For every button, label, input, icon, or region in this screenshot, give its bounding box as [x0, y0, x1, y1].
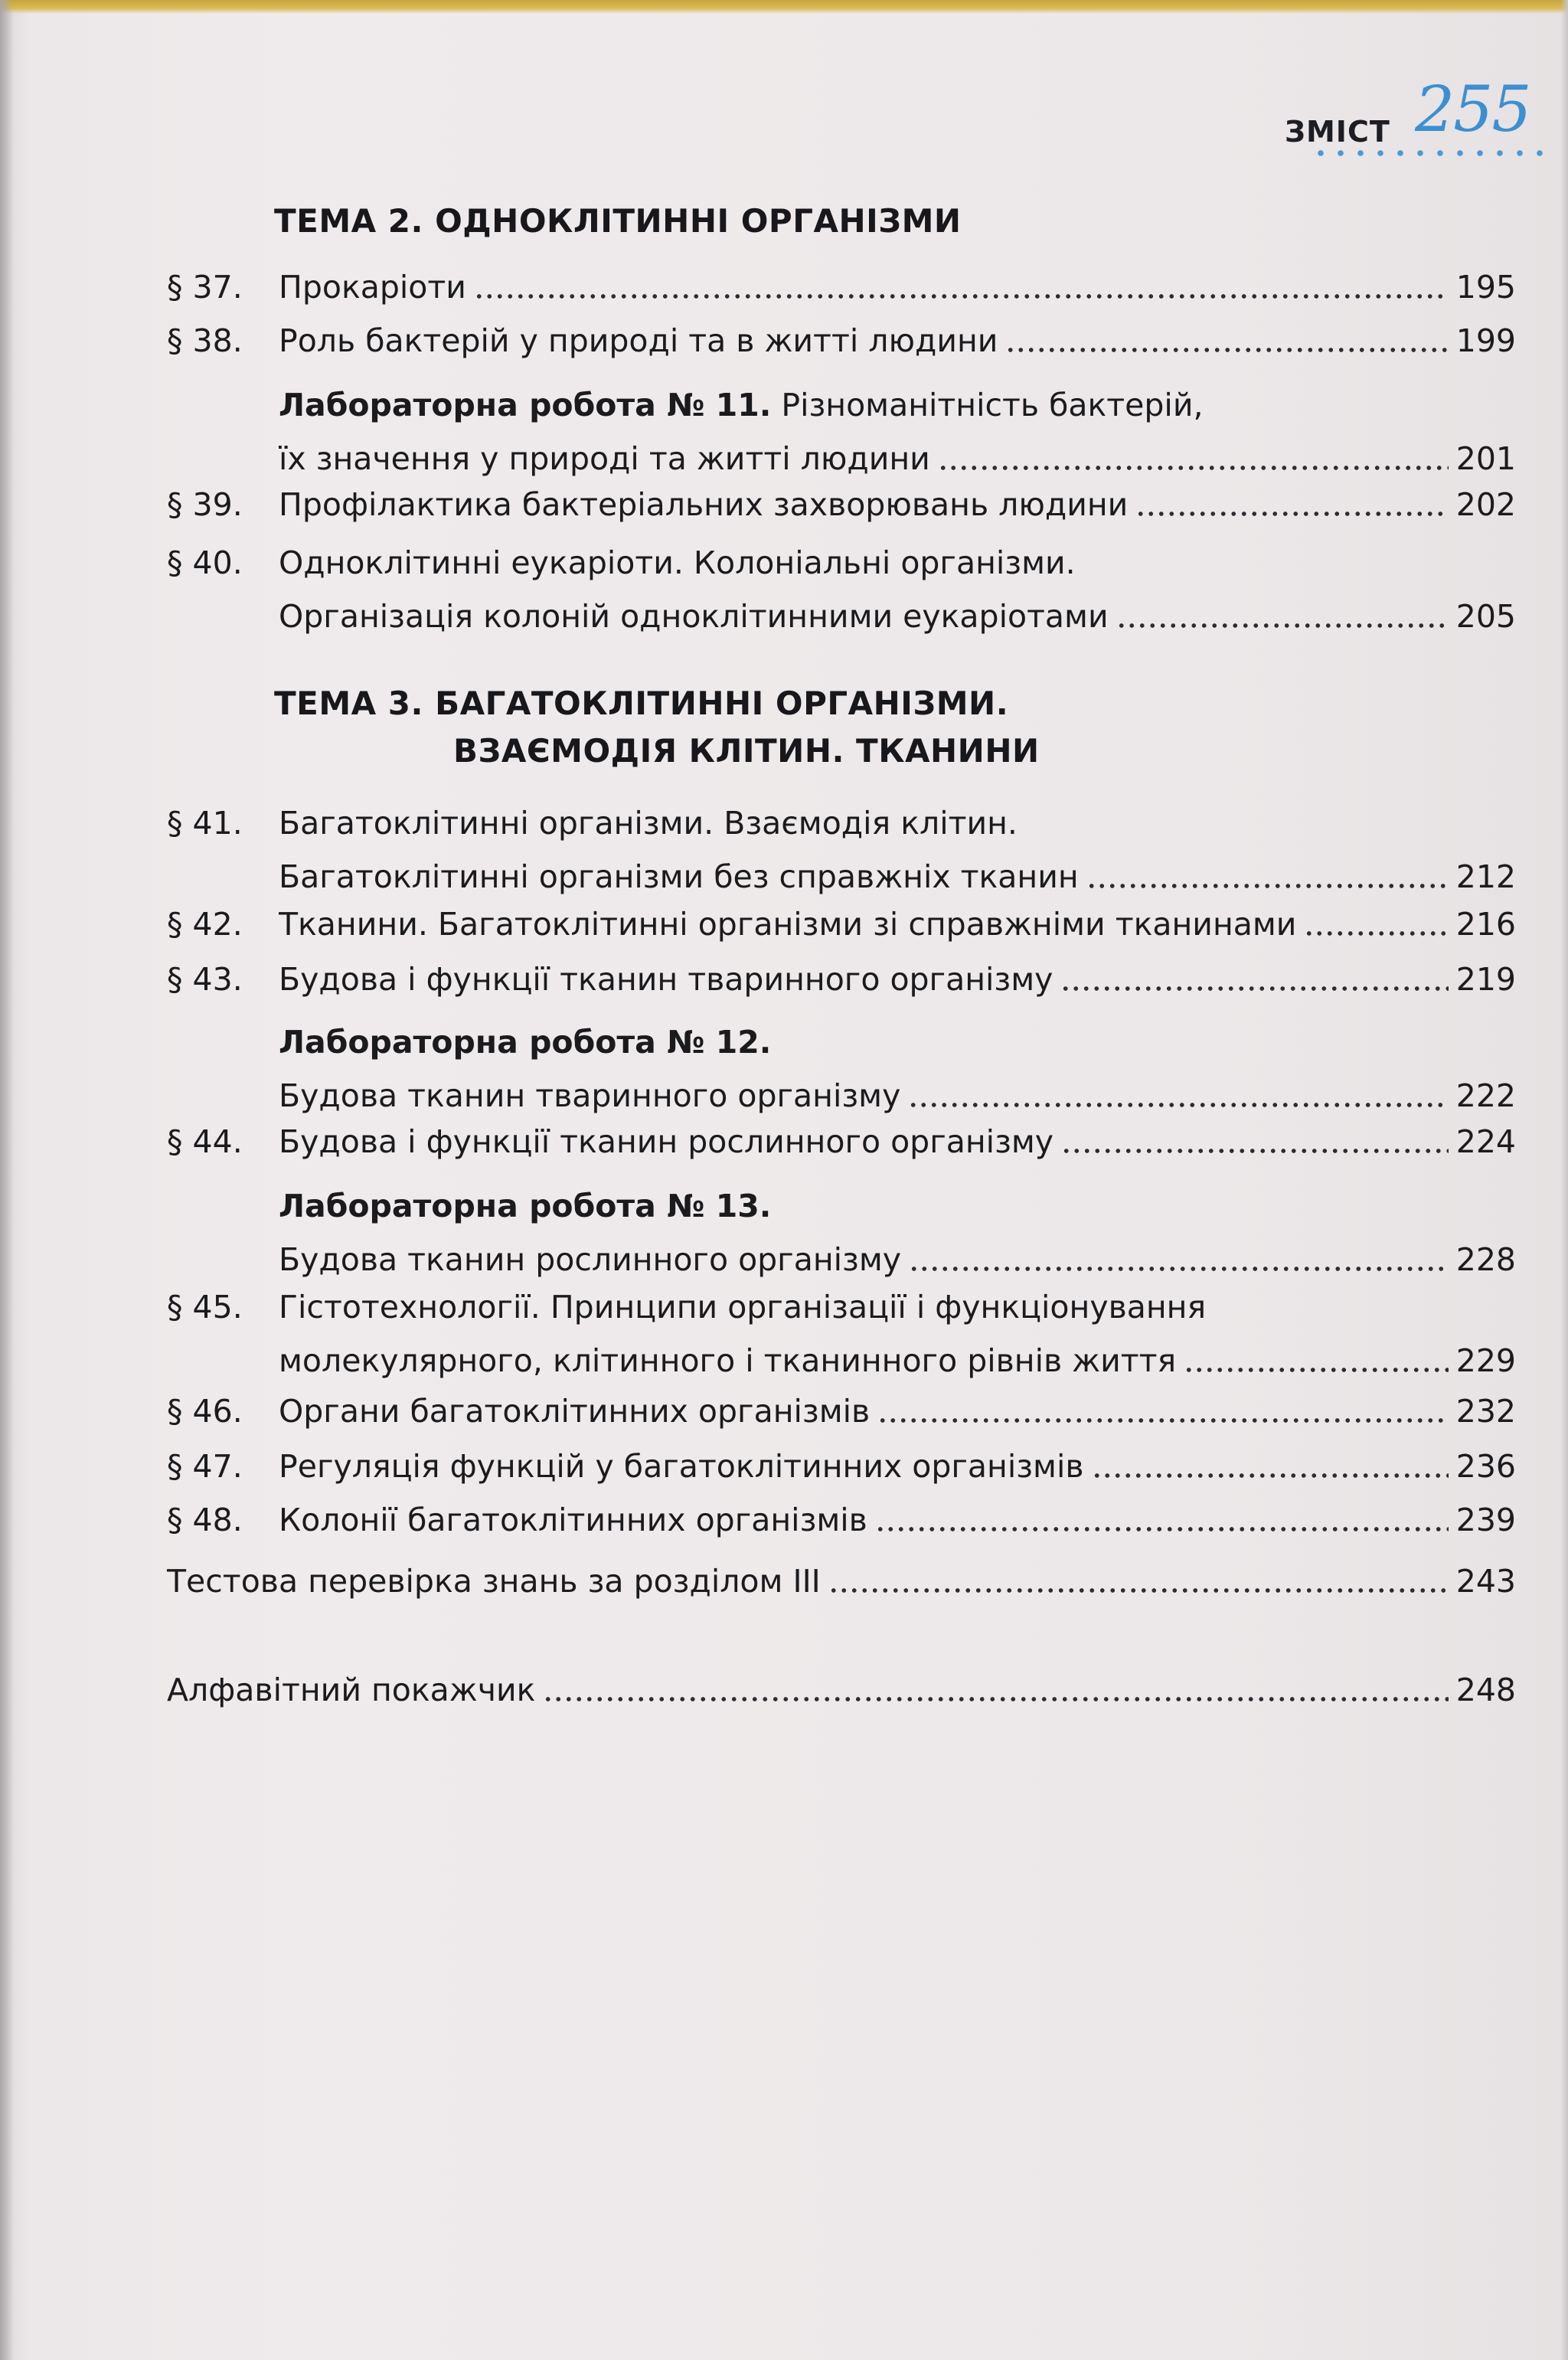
paragraph-number: § 45. — [167, 1289, 243, 1325]
dot-leader — [1005, 342, 1448, 358]
entry-title-line1: Гістотехнології. Принципи організації і функціонування — [279, 1289, 1207, 1325]
entry-title-line2: Багатоклітинні організми без справжніх тканин — [279, 858, 1079, 895]
entry-page: 236 — [1455, 1448, 1516, 1485]
toc-entry-46[interactable] — [167, 1384, 1516, 1438]
entry-page: 195 — [1455, 269, 1516, 306]
entry-page: 212 — [1455, 858, 1516, 895]
toc-entry-index[interactable] — [167, 1663, 1516, 1717]
entry-title: Роль бактерій у природі та в житті людини — [279, 322, 998, 359]
section-title: ЗМІСТ — [1285, 115, 1390, 149]
toc-entry-47[interactable] — [167, 1440, 1516, 1493]
entry-page: 239 — [1455, 1502, 1516, 1538]
toc-entry-45[interactable] — [167, 1280, 1516, 1388]
dot-leader — [938, 460, 1449, 476]
dot-leader — [828, 1583, 1449, 1598]
page-number: 255 — [1415, 74, 1530, 146]
entry-title-line1: Різноманітність бактерій, — [771, 387, 1204, 423]
paragraph-number: § 47. — [167, 1448, 243, 1485]
dot-leader — [1061, 1143, 1449, 1159]
entry-page: 205 — [1455, 598, 1516, 635]
page-binding-shadow — [0, 0, 14, 2360]
entry-title: Будова тканин тваринного організму — [279, 1077, 901, 1114]
entry-title: Прокаріоти — [279, 269, 466, 306]
dot-leader — [1184, 1362, 1449, 1378]
lab-label: Лабораторна робота № 11. — [279, 387, 772, 423]
toc-entry-42[interactable] — [167, 897, 1516, 951]
entry-title-line2: їх значення у природі та житті людини — [279, 440, 930, 477]
paragraph-number: § 37. — [167, 269, 243, 306]
toc-entry-lab-12[interactable] — [167, 1015, 1516, 1123]
topic-3-heading-line2: ВЗАЄМОДІЯ КЛІТИН. ТКАНИНИ — [453, 732, 1040, 770]
paragraph-number: § 38. — [167, 322, 243, 359]
toc-entry-39[interactable] — [167, 478, 1516, 531]
header-dotted-rule — [1311, 150, 1556, 156]
dot-leader — [1116, 618, 1449, 633]
toc-entry-38[interactable] — [167, 314, 1516, 368]
entry-title-line2: Організація колоній одноклітинними еукаріотами — [279, 598, 1109, 635]
dot-leader — [875, 1522, 1449, 1537]
entry-title: Регуляція функцій у багатоклітинних організмів — [279, 1448, 1084, 1485]
paragraph-number: § 46. — [167, 1393, 243, 1430]
dot-leader — [1060, 981, 1448, 996]
entry-page: 228 — [1455, 1241, 1516, 1278]
entry-page: 243 — [1455, 1563, 1516, 1600]
entry-page: 199 — [1455, 322, 1516, 359]
entry-title: Будова тканин рослинного організму — [279, 1241, 902, 1278]
paragraph-number: § 43. — [167, 961, 243, 998]
entry-title-line1: Одноклітинні еукаріоти. Колоніальні організми. — [279, 544, 1076, 581]
entry-title: Колонії багатоклітинних організмів — [279, 1502, 867, 1538]
entry-page: 229 — [1455, 1342, 1516, 1379]
paragraph-number: § 41. — [167, 805, 243, 842]
toc-entry-lab-13[interactable] — [167, 1179, 1516, 1286]
entry-title: Тестова перевірка знань за розділом III — [167, 1563, 821, 1600]
dot-leader — [1086, 878, 1449, 894]
entry-title: Тканини. Багатоклітинні організми зі справжніми тканинами — [279, 906, 1297, 943]
toc-entry-lab-11[interactable] — [167, 378, 1516, 485]
entry-page: 201 — [1455, 440, 1516, 477]
toc-entry-44[interactable] — [167, 1115, 1516, 1169]
dot-leader — [1092, 1468, 1449, 1483]
paragraph-number: § 44. — [167, 1123, 243, 1160]
entry-page: 224 — [1455, 1123, 1516, 1160]
entry-page: 232 — [1455, 1393, 1516, 1430]
toc-entry-48[interactable] — [167, 1493, 1516, 1547]
dot-leader — [908, 1097, 1448, 1113]
paragraph-number: § 40. — [167, 544, 243, 581]
toc-entry-37[interactable] — [167, 260, 1516, 314]
topic-3-heading-line1: ТЕМА 3. БАГАТОКЛІТИННІ ОРГАНІЗМИ. — [274, 685, 1009, 722]
entry-page: 219 — [1455, 961, 1516, 998]
dot-leader — [543, 1692, 1448, 1707]
dot-leader — [1304, 926, 1448, 941]
entry-title: Алфавітний покажчик — [167, 1672, 536, 1708]
entry-title: Будова і функції тканин рослинного організму — [279, 1123, 1054, 1160]
dot-leader — [909, 1261, 1449, 1276]
paragraph-number: § 39. — [167, 486, 243, 523]
lab-label: Лабораторна робота № 12. — [279, 1024, 772, 1061]
toc-entry-43[interactable] — [167, 953, 1516, 1006]
dot-leader — [474, 289, 1449, 304]
entry-page: 216 — [1455, 906, 1516, 943]
entry-page: 248 — [1455, 1672, 1516, 1708]
dot-leader — [1135, 506, 1448, 521]
toc-entry-40[interactable] — [167, 536, 1516, 643]
dot-leader — [877, 1413, 1449, 1428]
toc-entry-test[interactable] — [167, 1554, 1516, 1608]
toc-entry-41[interactable] — [167, 796, 1516, 904]
page-top-edge — [0, 0, 1568, 14]
entry-title: Органи багатоклітинних організмів — [279, 1393, 871, 1430]
entry-page: 222 — [1455, 1077, 1516, 1114]
entry-title-line2: молекулярного, клітинного і тканинного рівнів життя — [279, 1342, 1177, 1379]
topic-2-heading: ТЕМА 2. ОДНОКЛІТИННІ ОРГАНІЗМИ — [274, 202, 962, 240]
entry-title: Будова і функції тканин тваринного організму — [279, 961, 1054, 998]
lab-label: Лабораторна робота № 13. — [279, 1188, 772, 1224]
entry-page: 202 — [1455, 486, 1516, 523]
entry-title-line1: Багатоклітинні організми. Взаємодія клітин. — [279, 805, 1018, 842]
paragraph-number: § 48. — [167, 1502, 243, 1538]
entry-title: Профілактика бактеріальних захворювань людини — [279, 486, 1129, 523]
paragraph-number: § 42. — [167, 906, 243, 943]
